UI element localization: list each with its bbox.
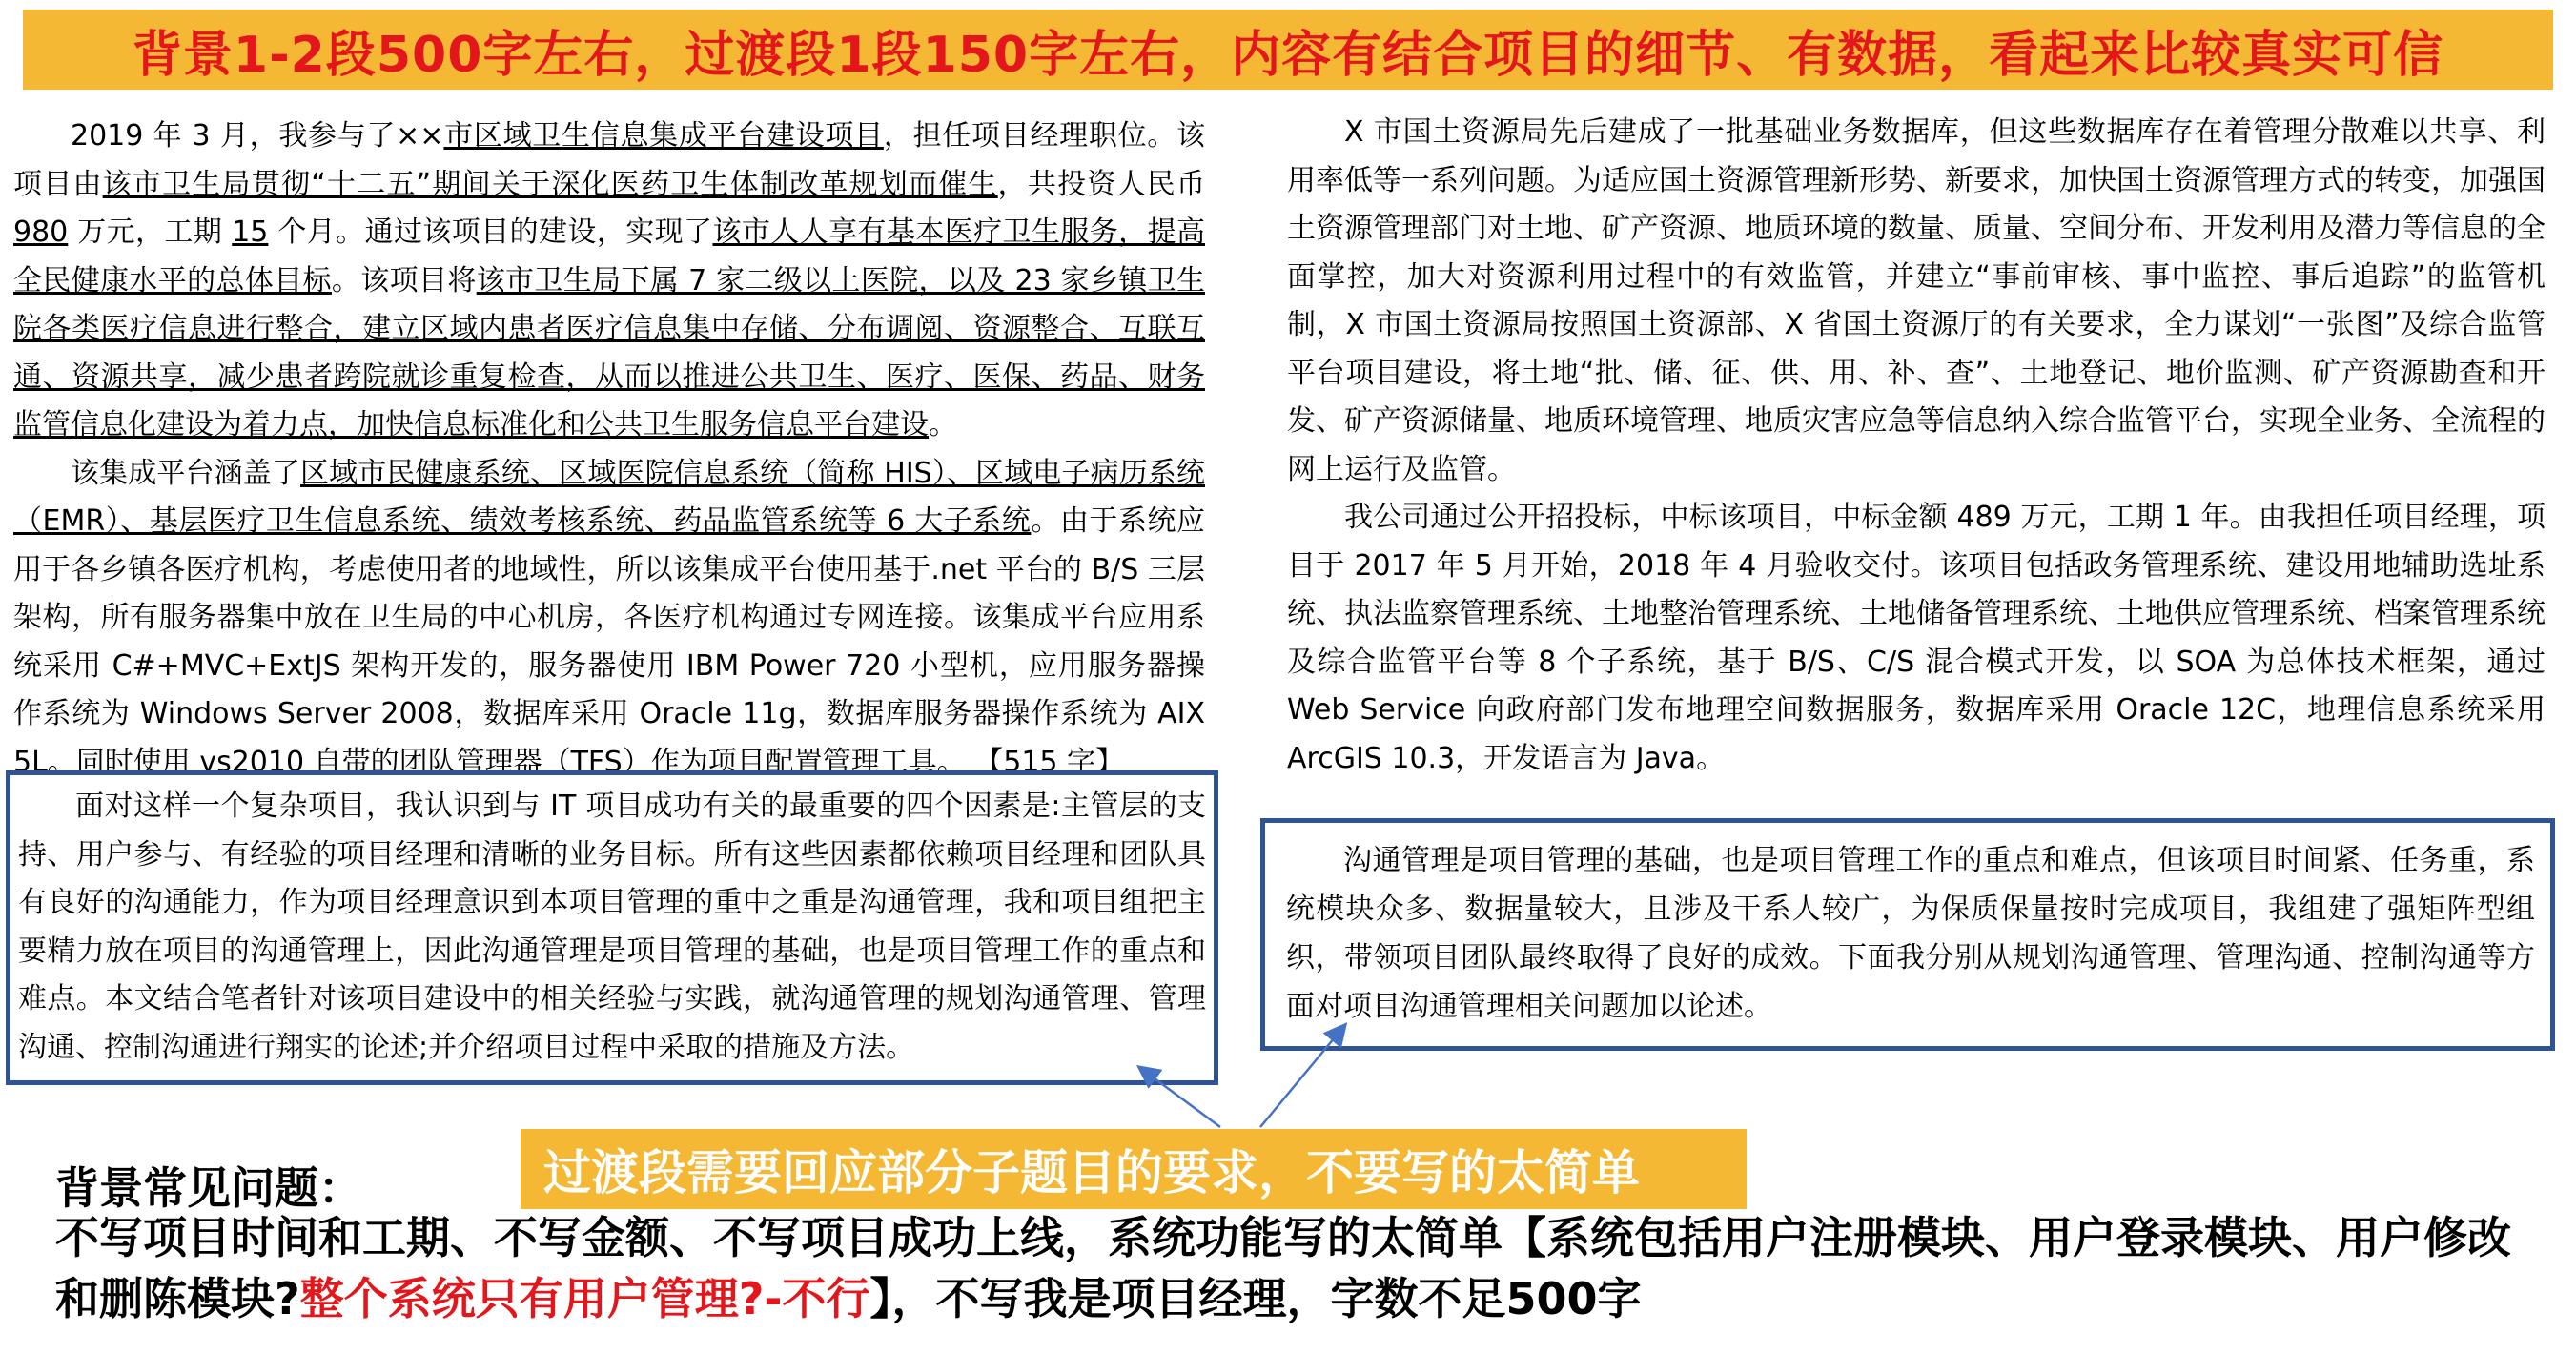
underlined-text: 980: [13, 215, 69, 249]
text-run: ，共投资人民币: [997, 167, 1206, 201]
text-run: 。由于系统应用于各乡镇各医疗机构，考虑使用者的地域性，所以该集成平台使用基于.net 平台的 B/S 三层架构，所有服务器集中放在卫生局的中心机房，各医疗机构通过专网连接。该集成平台应用系统采用 C#+MVC+ExtJS 架构开发的，服务器使用 IBM Power 720 小型机，应用服务器操作系统为 Windows Server 2008，数据库采用 Oracle 11g，数据库服务器操作系统为 AIX 5L。同时使用 vs2010 自带的团队管理器（TFS）作为项目配置管理工具。 【515 字】: [13, 504, 1206, 779]
problems-text-red: 整个系统只有用户管理?-不行: [299, 1273, 870, 1324]
underlined-text: 该市卫生局贯彻“十二五”期间关于深化医药卫生体制改革规划而催生: [102, 167, 998, 201]
callout-text: 过渡段需要回应部分子题目的要求，不要写的太简单: [543, 1145, 1640, 1200]
right-transition-paragraph: 沟通管理是项目管理的基础，也是项目管理工作的重点和难点，但该项目时间紧、任务重，系统模块众多、数据量较大，且涉及干系人较广，为保质保量按时完成项目，我组建了强矩阵型组织，带领项目团队最终取得了良好的成效。下面我分别从规划沟通管理、管理沟通、控制沟通等方面对项目沟通管理相关问题加以论述。: [1286, 844, 2535, 1023]
text-run: 个月。通过该项目的建设，实现了: [268, 215, 713, 249]
left-transition-paragraph: 面对这样一个复杂项目，我认识到与 IT 项目成功有关的最重要的四个因素是:主管层的支持、用户参与、有经验的项目经理和清晰的业务目标。所有这些因素都依赖项目经理和团队具有良好的沟通能力，作为项目经理意识到本项目管理的重中之重是沟通管理，我和项目组把主要精力放在项目的沟通管理上，因此沟通管理是项目管理的基础，也是项目管理工作的重点和难点。本文结合笔者针对该项目建设中的相关经验与实践，就沟通管理的规划沟通管理、管理沟通、控制沟通进行翔实的论述;并介绍项目过程中采取的措施及方法。: [18, 790, 1206, 1064]
banner-text: 背景1-2段500字左右，过渡段1段150字左右，内容有结合项目的细节、有数据，看起来比较真实可信: [132, 26, 2444, 84]
text-run: 万元，工期: [68, 215, 233, 249]
text-run: 2019 年 3 月，我参与了××: [71, 119, 444, 153]
arrow-to-right-box: [1260, 1026, 1344, 1127]
common-problems-heading: 背景常见问题：: [55, 1162, 362, 1214]
text-run: 。该项目将: [331, 263, 477, 297]
right-background-paragraph-2: 我公司通过公开招投标，中标该项目，中标金额 489 万元，工期 1 年。由我担任项目经理，项目于 2017 年 5 月开始，2018 年 4 月验收交付。该项目包括政务管理系统、建设用地辅助选址系统、执法监察管理系统、土地整治管理系统、土地储备管理系统、土地供应管理系统、档案管理系统及综合监管平台等 8 个子系统，基于 B/S、C/S 混合模式开发，以 SOA 为总体技术框架，通过 Web Service 向政府部门发布地理空间数据服务，数据库采用 Oracle 12C，地理信息系统采用 ArcGIS 10.3，开发语言为 Java。: [1287, 501, 2545, 775]
transition-callout: [521, 1129, 1747, 1209]
underlined-text: 区域市民健康系统、区域医院信息系统（简称 HIS）、区域电子病历系统（EMR）、基层医疗卫生信息系统、绩效考核系统、药品监管系统等 6 大子系统: [13, 456, 1205, 538]
common-problems-text: [55, 1207, 2534, 1329]
underlined-text: 市区域卫生信息集成平台建设项目: [443, 119, 884, 153]
text-run: 。: [929, 408, 957, 441]
underlined-text: 15: [232, 215, 269, 249]
arrow-to-left-box: [1140, 1068, 1220, 1127]
underlined-text: 该市人人享有基本医疗卫生服务，提高全民健康水平的总体目标: [13, 215, 1206, 297]
right-background-paragraph-1: X 市国土资源局先后建成了一批基础业务数据库，但这些数据库存在着管理分散难以共享、利用率低等一系列问题。为适应国土资源管理新形势、新要求，加快国土资源管理方式的转变，加强国土资源管理部门对土地、矿产资源、地质环境的数量、质量、空间分布、开发利用及潜力等信息的全面掌控，加大对资源利用过程中的有效监管，并建立“事前审核、事中监控、事后追踪”的监管机制，X 市国土资源局按照国土资源部、X 省国土资源厅的有关要求，全力谋划“一张图”及综合监管平台项目建设，将土地“批、储、征、供、用、补、查”、土地登记、地价监测、矿产资源勘查和开发、矿产资源储量、地质环境管理、地质灾害应急等信息纳入综合监管平台，实现全业务、全流程的网上运行及监管。: [1287, 115, 2545, 486]
problems-text-a: 不写项目时间和工期、不写金额、不写项目成功上线，系统功能写的太简单【系统包括用户注册模块、用户登录模块、用户修改和删陈模块?: [55, 1212, 2511, 1324]
text-run: ，担任项目经理职位。该项目由: [13, 119, 1206, 201]
text-run: 该集成平台涵盖了: [71, 456, 301, 490]
underlined-text: 该市卫生局下属 7 家二级以上医院，以及 23 家乡镇卫生院各类医疗信息进行整合，建立区域内患者医疗信息集中存储、分布调阅、资源整合、互联互通、资源共享，减少患者跨院就诊重复检查，从而以推进公共卫生、医疗、医保、药品、财务监管信息化建设为着力点，加快信息标准化和公共卫生服务信息平台建设: [13, 263, 1206, 441]
problems-text-b: 】，不写我是项目经理，字数不足500字: [869, 1273, 1642, 1324]
